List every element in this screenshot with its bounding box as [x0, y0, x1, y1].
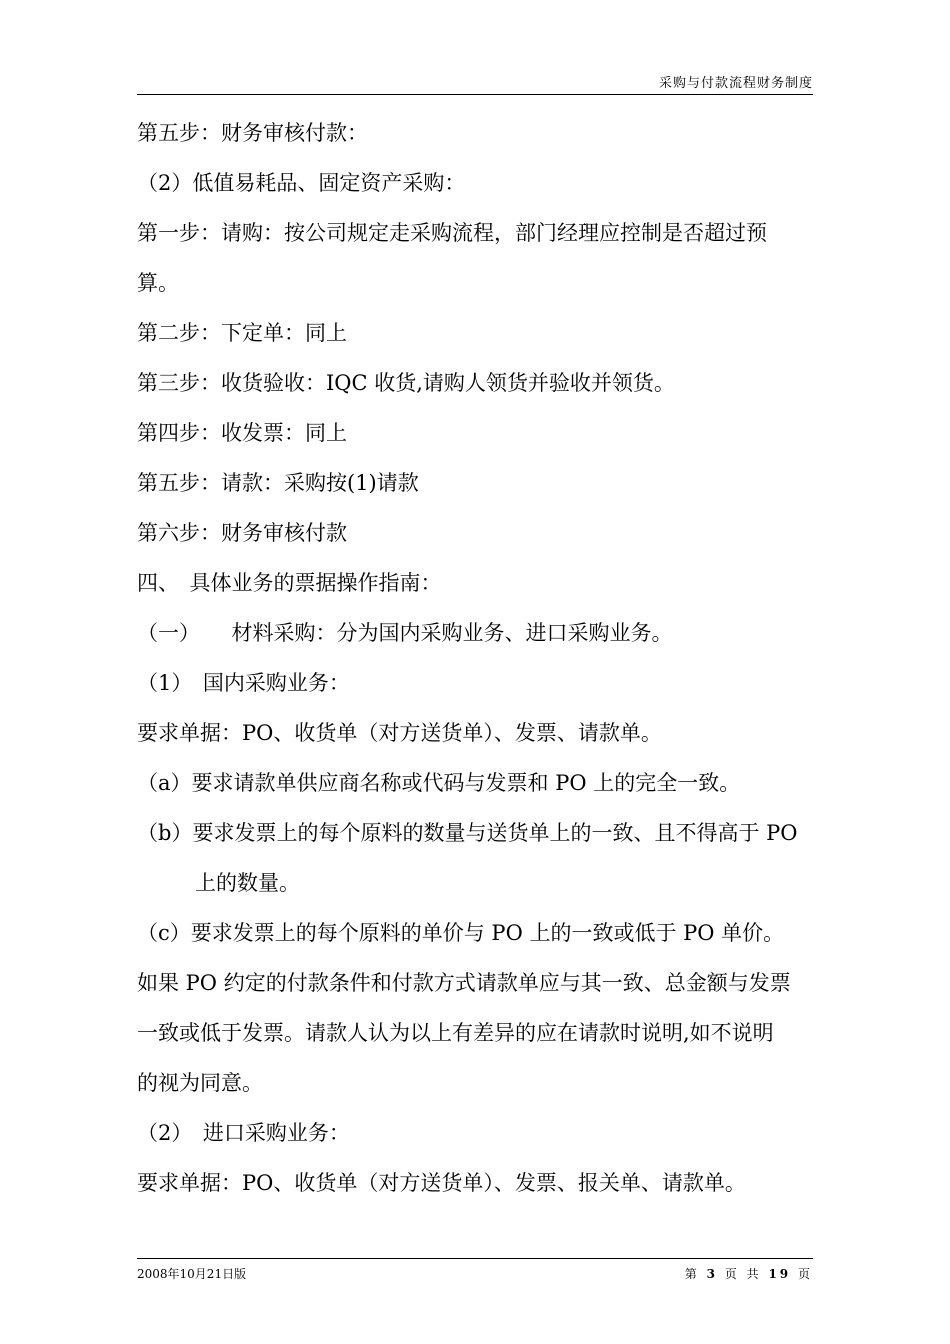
text-line: 第一步：请购：按公司规定走采购流程，部门经理应控制是否超过预: [137, 221, 767, 245]
subsection-heading: （一） 材料采购：分为国内采购业务、进口采购业务。: [137, 621, 673, 645]
header-title: 采购与付款流程财务制度: [658, 76, 813, 91]
page-number: [685, 1265, 813, 1282]
page-current: 3: [706, 1267, 718, 1281]
document-body: [137, 108, 817, 1208]
list-item: （c）要求发票上的每个原料的单价与 PO 上的一致或低于 PO 单价。: [137, 921, 785, 945]
edition-date: 2008年10月21日版: [137, 1267, 247, 1281]
subsection-heading: （2） 进口采购业务：: [137, 1121, 350, 1145]
page-suffix: 页: [797, 1267, 813, 1281]
section-heading: 四、 具体业务的票据操作指南：: [137, 571, 442, 595]
page-prefix: 第: [684, 1267, 700, 1281]
text-line: 第六步：财务审核付款: [137, 521, 347, 545]
text-line: 第五步：请款：采购按(1)请款: [137, 471, 419, 495]
text-line: 要求单据：PO、收货单（对方送货单）、发票、报关单、请款单。: [137, 1171, 746, 1195]
text-line: （2）低值易耗品、固定资产采购：: [137, 171, 466, 195]
text-line: 算。: [137, 271, 179, 295]
text-line: 第四步：收发票：同上: [137, 421, 347, 445]
page-header: [137, 70, 813, 95]
text-line: 如果 PO 约定的付款条件和付款方式请款单应与其一致、总金额与发票: [137, 971, 791, 995]
text-line: 要求单据：PO、收货单（对方送货单）、发票、请款单。: [137, 721, 662, 745]
list-item-continuation: 上的数量。: [195, 871, 300, 895]
text-line: 第三步：收货验收：IQC 收货,请购人领货并验收并领货。: [137, 371, 675, 395]
subsection-heading: （1） 国内采购业务：: [137, 671, 350, 695]
list-item: （b）要求发票上的每个原料的数量与送货单上的一致、且不得高于 PO: [137, 821, 798, 845]
text-line: 的视为同意。: [137, 1071, 263, 1095]
list-item: （a）要求请款单供应商名称或代码与发票和 PO 上的完全一致。: [137, 771, 741, 795]
text-line: 第五步：财务审核付款：: [137, 121, 368, 145]
page-footer: [137, 1258, 813, 1287]
page-mid: 页 共: [724, 1267, 762, 1281]
text-line: 一致或低于发票。请款人认为以上有差异的应在请款时说明,如不说明: [137, 1021, 774, 1045]
text-line: 第二步：下定单：同上: [137, 321, 347, 345]
page-total: 19: [768, 1267, 792, 1281]
